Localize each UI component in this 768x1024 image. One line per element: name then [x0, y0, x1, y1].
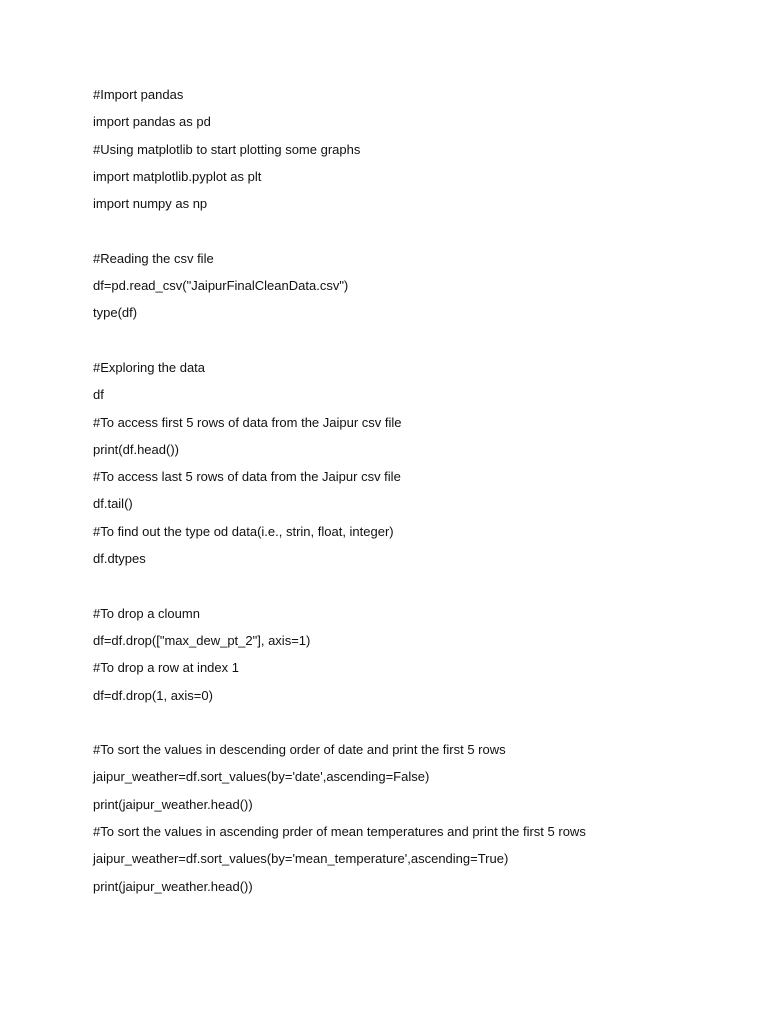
code-line: df.dtypes	[93, 551, 146, 567]
code-line: #To sort the values in ascending prder of mean temperatures and print the first 5 rows	[93, 824, 586, 840]
code-line: #To access last 5 rows of data from the Jaipur csv file	[93, 469, 401, 485]
block-spacer	[93, 332, 733, 359]
code-line: type(df)	[93, 305, 138, 321]
code-line: #To sort the values in descending order of date and print the first 5 rows	[93, 742, 506, 758]
code-line: jaipur_weather=df.sort_values(by='date',ascending=False)	[93, 769, 430, 785]
code-line: #To access first 5 rows of data from the Jaipur csv file	[93, 414, 402, 430]
code-line: df	[93, 387, 104, 403]
code-line: print(df.head())	[93, 441, 179, 457]
code-line: df=df.drop(1, axis=0)	[93, 687, 213, 703]
explore-block	[93, 359, 733, 568]
code-line: #To find out the type od data(i.e., strin, float, integer)	[93, 523, 394, 539]
code-line: import pandas as pd	[93, 114, 211, 130]
block-spacer	[93, 714, 733, 741]
code-line: import numpy as np	[93, 196, 208, 212]
imports-block	[93, 86, 733, 213]
sort-block	[93, 741, 733, 895]
code-line: #Exploring the data	[93, 359, 206, 375]
drop-block	[93, 605, 733, 705]
code-line: #Using matplotlib to start plotting some graphs	[93, 141, 361, 157]
code-line: #To drop a cloumn	[93, 605, 200, 621]
code-line: jaipur_weather=df.sort_values(by='mean_temperature',ascending=True)	[93, 851, 509, 867]
read-csv-block	[93, 250, 733, 323]
code-line: df.tail()	[93, 496, 133, 512]
code-line: df=pd.read_csv("JaipurFinalCleanData.csv")	[93, 278, 349, 294]
code-line: print(jaipur_weather.head())	[93, 796, 253, 812]
code-line: df=df.drop(["max_dew_pt_2"], axis=1)	[93, 632, 311, 648]
code-line: import matplotlib.pyplot as plt	[93, 168, 262, 184]
code-line: #To drop a row at index 1	[93, 660, 239, 676]
code-line: #Reading the csv file	[93, 250, 214, 266]
block-spacer	[93, 222, 733, 249]
code-line: print(jaipur_weather.head())	[93, 878, 253, 894]
document-body	[93, 86, 733, 905]
block-spacer	[93, 577, 733, 604]
code-line: #Import pandas	[93, 87, 184, 102]
